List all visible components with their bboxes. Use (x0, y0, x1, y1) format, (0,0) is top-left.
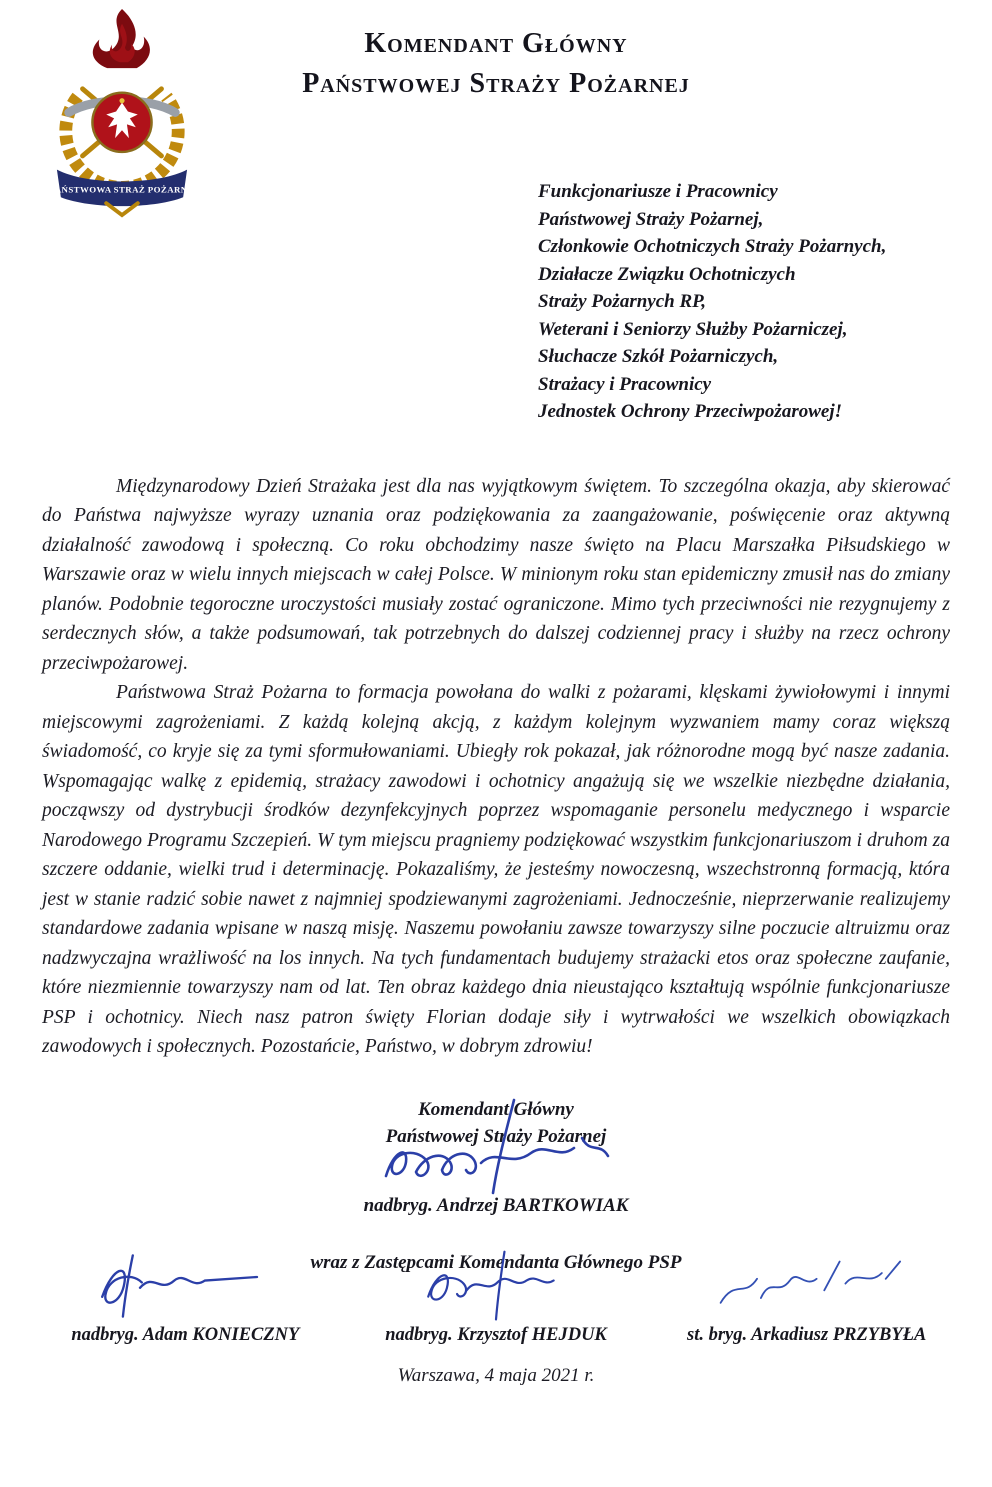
deputies-row (30, 1250, 962, 1349)
deputies-intro: wraz z Zastępcami Komendanta Głównego PSP (310, 1251, 682, 1273)
commandant-title-line2: Państwowej Straży Pożarnej (385, 1125, 607, 1147)
addressee-line: Słuchacze Szkół Pożarniczych, (538, 346, 779, 367)
addressee-line: Strażacy i Pracownicy (538, 373, 712, 395)
deputy-przybyla (651, 1250, 962, 1349)
banner-text: PAŃSTWOWA STRAŻ POŻARNA (49, 184, 195, 195)
addressee-line: Weterani i Seniorzy Służby Pożarniczej, (538, 318, 848, 340)
deputy-name: nadbryg. Adam KONIECZNY (71, 1324, 300, 1345)
letterhead-title-line2: Państwowej Straży Pożarnej (302, 68, 690, 99)
deputy-hejduk (341, 1250, 652, 1349)
addressee-line: Jednostek Ochrony Przeciwpożarowej! (538, 401, 842, 422)
commandant-signature-block (0, 1096, 992, 1219)
addressee-block (538, 178, 992, 426)
signature-hejduk-icon (386, 1250, 606, 1322)
deputy-name: nadbryg. Krzysztof HEJDUK (385, 1324, 607, 1345)
body-paragraph-2: Państwowa Straż Pożarna to formacja powołana do walki z pożarami, klęskami żywiołowymi i innymi miejscowymi zagrożeniami. Z każdą kolejną akcją, z każdym kolejnym wyzwaniem mamy coraz większą świadomość, co kryje się za tymi sformułowaniami. Ubiegły rok pokazał, jak różnorodne mogą być nasze zadania. Wspomagając walkę z epidemią, strażacy zawodowi i ochotnicy angażują się we wszelkie niezbędne działania, począwszy od dystrybucji środków dezynfekcyjnych poprzez wspomaganie personelu medycznego i wsparcie Narodowego Programu Szczepień. W tym miejscu pragniemy podziękować wszystkim funkcjonariuszom i druhom za szczere oddanie, wielki trud i determinację. Pokazaliśmy, że jesteśmy nowoczesną, wszechstronną formacją, która jest w stanie radzić sobie nawet z najmniej spodziewanymi zagrożeniami. Jednocześnie, nieprzerwanie realizujemy standardowe zadania wpisane w naszą misję. Naszemu powołaniu zawsze towarzyszy silne poczucie altruizmu oraz nadzwyczajna wrażliwość na los innych. Na tych fundamentach budujemy strażacki etos oraz społeczne zaufanie, które niezmiennie towarzyszy nam od lat. Ten obraz każdego dnia nieustająco kształtują wspólnie funkcjonariusze PSP i ochotnicy. Niech nasz patron święty Florian dodaje siły i wytrwałości we wszelkich obowiązkach zawodowych i społecznych. Pozostańcie, Państwo, w dobrym zdrowiu! (42, 682, 950, 1057)
addressee-line: Straży Pożarnych RP, (538, 291, 707, 312)
commandant-title-line1: Komendant Główny (418, 1098, 574, 1120)
letterhead-title (0, 24, 992, 104)
banner-ribbon-icon (50, 170, 195, 206)
commandant-name: nadbryg. Andrzej BARTKOWIAK (363, 1194, 629, 1216)
letter-body (42, 472, 950, 1062)
addressee-line: Członkowie Ochotniczych Straży Pożarnych, (538, 236, 887, 257)
body-paragraph-1: Międzynarodowy Dzień Strażaka jest dla nas wyjątkowym świętem. To szczególna okazja, aby skierować do Państwa najwyższe wyrazy uznania oraz podziękowania za zaangażowanie, poświęcenie oraz aktywną działalność zawodową i społeczną. Co roku obchodzimy nasze święto na Placu Marszałka Piłsudskiego w Warszawie oraz w wielu innych miejscach w całej Polsce. W minionym roku stan epidemiczny zmusił nas do zmiany planów. Podobnie tegoroczne uroczystości musiały zostać ograniczone. Mimo tych przeciwności nie rezygnujemy z serdecznych słów, a także podsumowań, tak potrzebnych do dalszej codziennej pracy i służby na rzecz ochrony przeciwpożarowej. (42, 475, 950, 674)
addressee-line: Państwowej Straży Pożarnej, (538, 208, 764, 230)
signature-przybyla-icon (697, 1250, 917, 1322)
signature-konieczny-icon (65, 1250, 305, 1322)
date-line: Warszawa, 4 maja 2021 r. (397, 1364, 595, 1386)
deputy-name: st. bryg. Arkadiusz PRZYBYŁA (687, 1324, 927, 1345)
deputy-konieczny (30, 1250, 341, 1349)
addressee-line: Działacze Związku Ochotniczych (538, 263, 796, 285)
addressee-line: Funkcjonariusze i Pracownicy (538, 181, 778, 202)
letterhead-title-line1: Komendant Główny (364, 28, 628, 59)
